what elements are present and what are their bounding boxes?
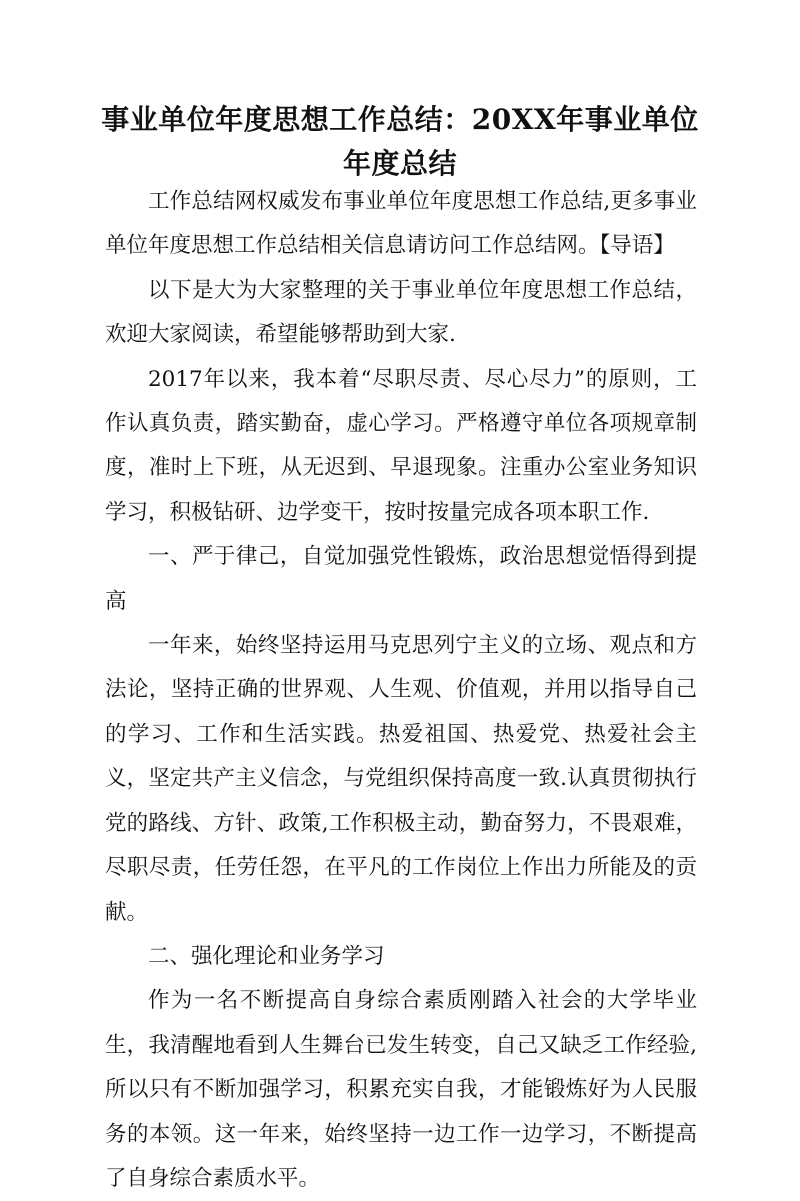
section-1-paragraph: 一年来，始终坚持运用马克思列宁主义的立场、观点和方法论，坚持正确的世界观、人生观、价值观，并用以指导自己的学习、工作和生活实践。热爱祖国、热爱党、热爱社会主义，坚定共产主义信念，与党组织保持高度一致.认真贯彻执行党的路线、方针、政策,工作积极主动，勤奋努力，不畏艰难，尽职尽责，任劳任怨，在平凡的工作岗位上作出力所能及的贡献。 — [105, 633, 697, 925]
document-body — [105, 180, 697, 1201]
section-heading-1: 一、严于律己，自觉加强党性锻炼，政治思想觉悟得到提高 — [105, 544, 697, 614]
intro-paragraph: 工作总结网权威发布事业单位年度思想工作总结,更多事业单位年度思想工作总结相关信息请访问工作总结网。【导语】 — [105, 189, 697, 259]
preface-paragraph: 以下是大为大家整理的关于事业单位年度思想工作总结，欢迎大家阅读，希望能够帮助到大家. — [105, 277, 697, 348]
section-heading-2: 二、强化理论和业务学习 — [148, 943, 385, 969]
section-2-paragraph: 作为一名不断提高自身综合素质刚踏入社会的大学毕业生，我清醒地看到人生舞台已发生转变，自己又缺乏工作经验,所以只有不断加强学习，积累充实自我，才能锻炼好为人民服务的本领。这一年来，始终坚持一边工作一边学习，不断提高了自身综合素质水平。 — [105, 988, 697, 1191]
overview-paragraph: 2017年以来，我本着“尽职尽责、尽心尽力”的原则，工作认真负责，踏实勤奋，虚心学习。严格遵守单位各项规章制度，准时上下班，从无迟到、早退现象。注重办公室业务知识学习，积极钻研、边学变干，按时按量完成各项本职工作. — [105, 366, 697, 525]
document-title: 事业单位年度思想工作总结：20XX年事业单位年度总结 — [101, 103, 699, 180]
